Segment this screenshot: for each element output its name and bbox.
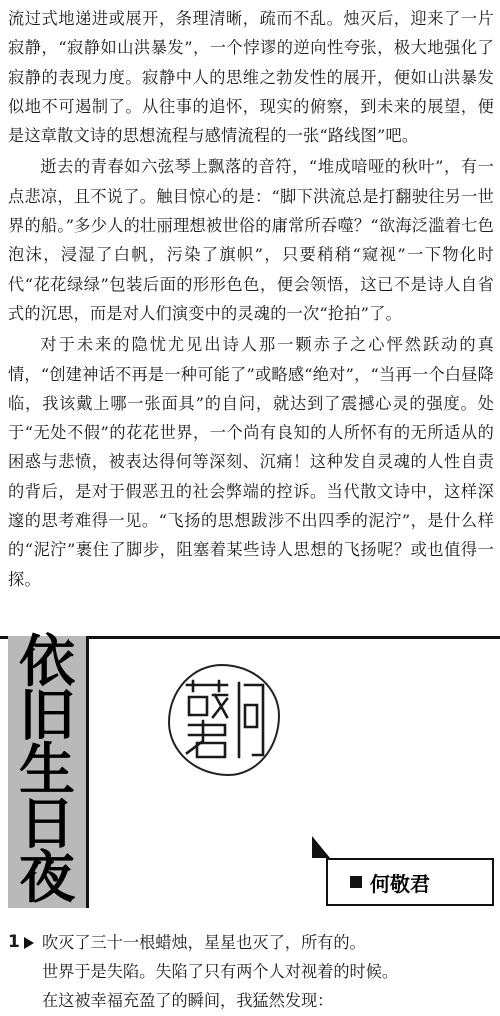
author-name: 何敬君: [370, 871, 430, 896]
essay-paragraph-2: 逝去的青春如六弦琴上飘落的音符，“堆成喑哑的秋叶”，有一点悲凉，且不说了。触目惊心的是：“脚下洪流总是打翻驶往另一世界的船。”多少人的壮丽理想被世俗的庸常所吞噬？“欲海泛滥着七色泡沫，浸湿了白帆，污染了旗帜”，只要稍稍“窥视”一下物化时代“花花绿绿”包装后面的形形色色，便会领悟，这已不是诗人自省式的沉思，而是对人们演变中的灵魂的一次“抢拍”了。: [8, 157, 494, 323]
author-byline: [326, 858, 494, 906]
author-seal-stamp: [168, 664, 280, 776]
poem-title-sidebar: [8, 630, 89, 911]
poem-line-2: [8, 957, 494, 986]
poem-line-1: [8, 928, 494, 957]
author-bar-arrow: [312, 836, 330, 858]
poem-line-text-2: 世界于是失陷。失陷了只有两个人对视着的时候。: [42, 962, 399, 981]
poem-line-text-1: 吹灭了三十一根蜡烛，星星也灭了，所有的。: [42, 933, 366, 952]
poem-line-3: [8, 986, 494, 1015]
essay-paragraph-3: 对于未来的隐忧尤见出诗人那一颗赤子之心怦然跃动的真情，“创建神话不再是一种可能了”或略感“绝对”，“当再一个白昼降临，我该戴上哪一张面具”的自问，就达到了震撼心灵的强度。处于“无处不假”的花花世界，一个尚有良知的人所怀有的无所适从的困惑与悲愤，被表达得何等深刻、沉痛！这种发自灵魂的人性自责的背后，是对于假恶丑的社会弊端的控诉。当代散文诗中，这样深邃的思考难得一见。“飞扬的思想跋涉不出四季的泥泞”，是什么样的“泥泞”裹住了脚步，阻塞着某些诗人思想的飞扬呢？或也值得一探。: [8, 335, 494, 589]
seal-glyphs-icon: [179, 675, 269, 765]
poem-body: [8, 928, 494, 1015]
title-char-1: 依: [19, 630, 75, 695]
title-char-5: 夜: [19, 846, 75, 911]
byline-square-icon: [350, 876, 362, 888]
title-char-3: 生: [19, 738, 75, 803]
essay-body: [8, 4, 494, 594]
poem-line-text-3: 在这被幸福充盈了的瞬间，我猛然发现：: [42, 991, 334, 1010]
essay-paragraph-1: 流过式地递进或展开，条理清晰，疏而不乱。烛灭后，迎来了一片寂静，“寂静如山洪暴发”，一个悖谬的逆向性夸张，极大地强化了寂静的表现力度。寂静中人的思维之勃发性的展开，便如山洪暴发似地不可遏制了。从往事的追怀，现实的俯察，到未来的展望，便是这章散文诗的思想流程与感情流程的一张“路线图”吧。: [8, 9, 494, 146]
verse-arrow-icon: [24, 937, 34, 949]
title-char-4: 日: [19, 792, 75, 857]
title-char-2: 旧: [19, 684, 75, 749]
verse-number: 1: [8, 932, 20, 952]
